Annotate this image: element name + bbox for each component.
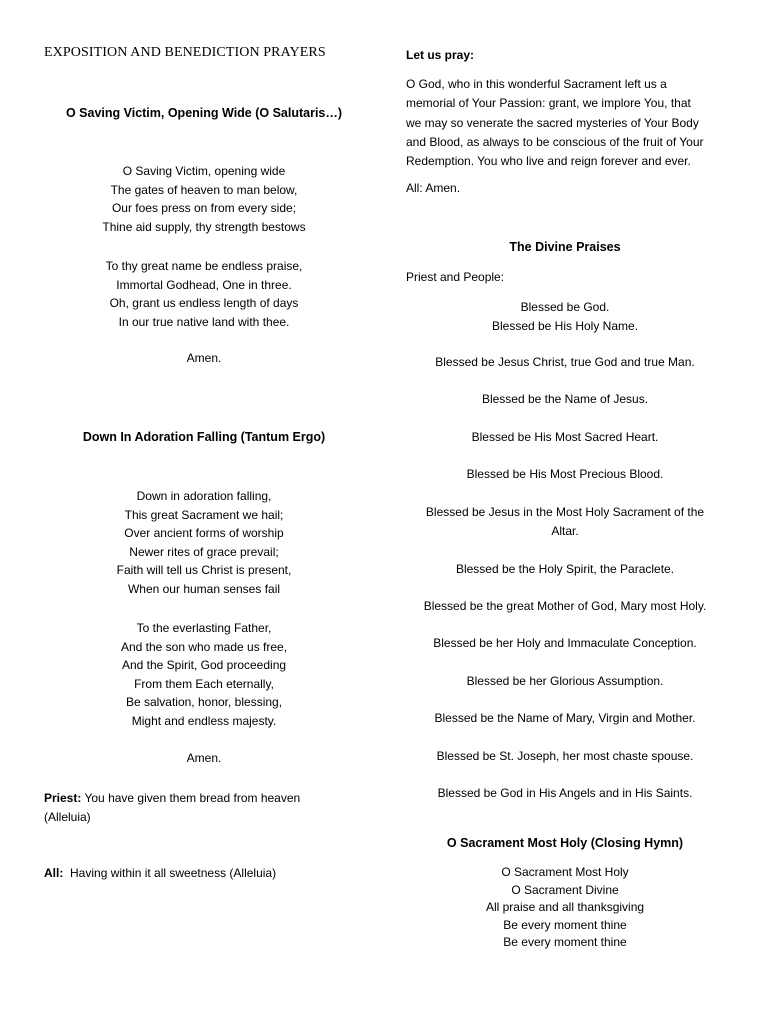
hymn1-stanza1 (44, 162, 364, 236)
verse-line: And the son who made us free, (120, 639, 288, 654)
prayer-line: and Blood, as always to be conscious of the fruit of Your (406, 134, 704, 149)
verse-line: The gates of heaven to man below, (110, 182, 298, 197)
verse-line: Down in adoration falling, (136, 489, 272, 503)
verse-line: Oh, grant us endless length of days (109, 296, 299, 311)
hymn2-heading: Down In Adoration Falling (Tantum Ergo) (82, 430, 326, 444)
verse-line: Be salvation, honor, blessing, (125, 695, 283, 710)
prayer-line: memorial of Your Passion: grant, we implore You, that (406, 96, 691, 111)
prayer-line: Redemption. You who live and reign forever and ever. (406, 154, 691, 169)
priest-versicle (44, 789, 364, 826)
verse-line: Thine aid supply, thy strength bestows (102, 219, 306, 234)
hymn1-stanza2 (44, 257, 364, 331)
all-label: All: (44, 866, 64, 880)
hymn-line: O Sacrament Most Holy (501, 865, 629, 879)
verse-line: O Saving Victim, opening wide (122, 164, 286, 178)
verse-line: Might and endless majesty. (131, 713, 277, 728)
praise-item: Blessed be His Most Precious Blood. (466, 467, 664, 481)
hymn1-heading: O Saving Victim, Opening Wide (O Salutaris…) (65, 106, 343, 120)
hymn2-stanza1 (44, 487, 364, 599)
praise-item: Blessed be God in His Angels and in His Saints. (437, 786, 693, 800)
verse-line: To thy great name be endless praise, (105, 259, 303, 273)
all-amen: All: Amen. (406, 181, 461, 195)
closing-hymn-lines (406, 864, 724, 952)
prayer-line: O God, who in this wonderful Sacrament left us a (406, 77, 667, 91)
verse-line: Over ancient forms of worship (124, 526, 284, 541)
let-us-pray: Let us pray: (406, 48, 475, 62)
verse-line: From them Each eternally, (134, 676, 274, 691)
hymn2-amen: Amen. (186, 751, 222, 765)
priest-label: Priest: (44, 791, 82, 805)
praise-item: Blessed be the Name of Mary, Virgin and Mother. (434, 711, 696, 725)
praise-item: Blessed be her Holy and Immaculate Conception. (433, 636, 697, 650)
praise-pair (406, 298, 724, 335)
verse-line: Immortal Godhead, One in three. (116, 277, 292, 292)
verse-line: Faith will tell us Christ is present, (116, 563, 292, 578)
priest-text: You have given them bread from heaven (84, 791, 301, 805)
praise-item: Blessed be the Holy Spirit, the Paraclete. (455, 562, 675, 576)
hymn-line: Be every moment thine (503, 917, 627, 932)
verse-line: In our true native land with thee. (118, 314, 290, 329)
verse-line: Our foes press on from every side; (111, 201, 297, 216)
praise-item: Blessed be the Name of Jesus. (481, 392, 649, 406)
praise-item: Blessed be Jesus Christ, true God and true Man. (435, 355, 695, 369)
hymn-line: Be every moment thine (503, 935, 627, 950)
verse-line: When our human senses fail (127, 581, 281, 596)
prayer-paragraph (406, 75, 724, 171)
prayer-line: we may so venerate the sacred mysteries of Your Body (406, 115, 699, 130)
verse-line: This great Sacrament we hail; (124, 507, 284, 522)
priest-text-cont: (Alleluia) (44, 809, 91, 824)
praise-item: Blessed be the great Mother of God, Mary most Holy. (423, 599, 707, 613)
hymn-line: O Sacrament Divine (511, 882, 619, 897)
all-text: Having within it all sweetness (Alleluia) (70, 866, 277, 880)
verse-line: To the everlasting Father, (136, 621, 272, 635)
praise-item: Blessed be His Most Sacred Heart. (471, 430, 659, 444)
hymn1-amen: Amen. (186, 351, 222, 365)
hymn2-stanza2 (44, 619, 364, 731)
divine-praises-heading: The Divine Praises (509, 240, 621, 254)
praise-item: Blessed be Jesus in the Most Holy Sacrament of the Altar. (425, 505, 705, 538)
praise-line: Blessed be His Holy Name. (491, 318, 639, 333)
praise-item: Blessed be St. Joseph, her most chaste spouse. (436, 749, 694, 763)
hymn-line: All praise and all thanksgiving (485, 900, 645, 915)
document-title: EXPOSITION AND BENEDICTION PRAYERS (44, 45, 326, 60)
praises-intro: Priest and People: (406, 270, 505, 284)
praise-item: Blessed be her Glorious Assumption. (466, 674, 664, 688)
praise-line: Blessed be God. (520, 300, 610, 314)
verse-line: And the Spirit, God proceeding (121, 658, 287, 673)
verse-line: Newer rites of grace prevail; (129, 544, 279, 559)
all-response (44, 866, 364, 880)
closing-hymn-heading: O Sacrament Most Holy (Closing Hymn) (446, 836, 684, 850)
